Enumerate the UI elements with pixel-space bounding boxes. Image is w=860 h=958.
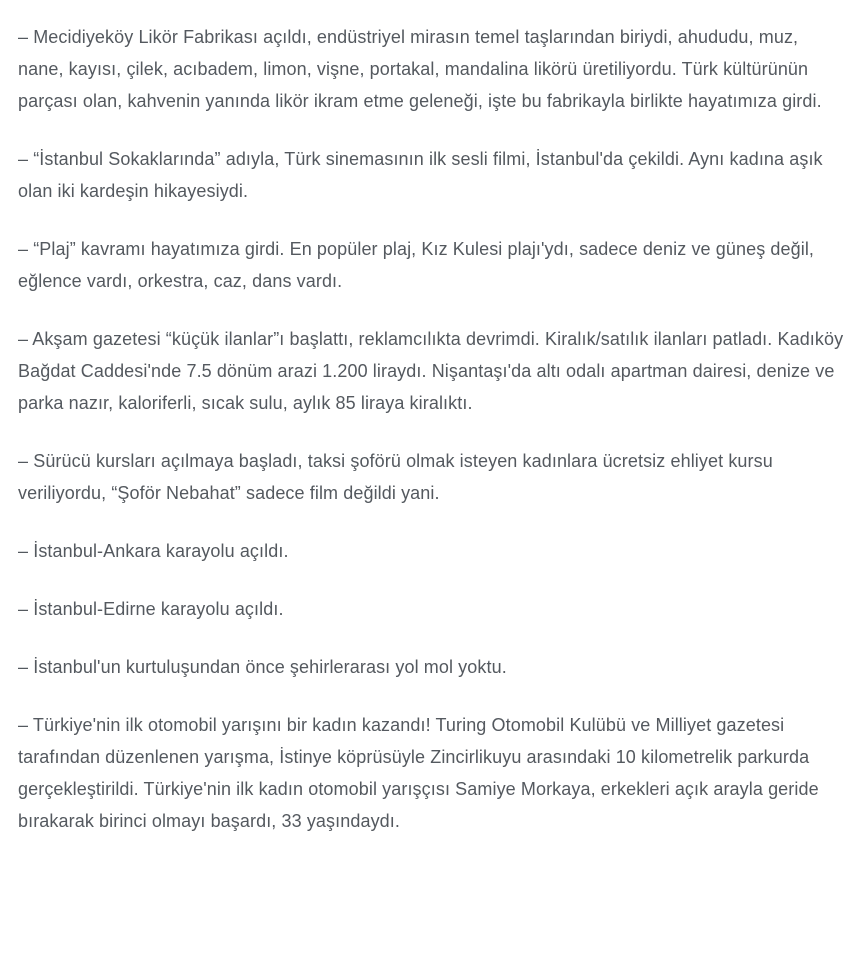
paragraph-otomobil-yarisi: – Türkiye'nin ilk otomobil yarışını bir kadın kazandı! Turing Otomobil Kulübü ve Milliyet gazetesi tarafından düzenlenen yarışma, İstinye köprüsüyle Zincirlikuyu arasındaki 10 kilometrelik parkurda gerçekleştirildi. Türkiye'nin ilk kadın otomobil yarışçısı Samiye Morkaya, erkekleri açık arayla geride bırakarak birinci olmayı başardı, 33 yaşındaydı. [18, 715, 819, 831]
paragraph-kucuk-ilanlar: – Akşam gazetesi “küçük ilanlar”ı başlattı, reklamcılıkta devrimdi. Kiralık/satılık ilanları patladı. Kadıköy Bağdat Caddesi'nde 7.5 dönüm arazi 1.200 liraydı. Nişantaşı'da altı odalı apartman dairesi, denize ve parka nazır, kaloriferli, sıcak sulu, aylık 85 liraya kiralıktı. [18, 329, 844, 413]
paragraph-istanbul-ankara-karayolu: – İstanbul-Ankara karayolu açıldı. [18, 541, 289, 561]
paragraph-plaj: – “Plaj” kavramı hayatımıza girdi. En popüler plaj, Kız Kulesi plajı'ydı, sadece deniz ve güneş değil, eğlence vardı, orkestra, caz, dans vardı. [18, 239, 815, 291]
paragraph-likor-fabrikasi: – Mecidiyeköy Likör Fabrikası açıldı, endüstriyel mirasın temel taşlarından biriydi, ahududu, muz, nane, kayısı, çilek, acıbadem, limon, vişne, portakal, mandalina likörü üretiliyordu. Türk kültürünün parçası olan, kahvenin yanında likör ikram etme geleneği, işte bu fabrikayla birlikte hayatımıza girdi. [18, 27, 822, 111]
paragraph-surucu-kurslari: – Sürücü kursları açılmaya başladı, taksi şoförü olmak isteyen kadınlara ücretsiz ehliyet kursu veriliyordu, “Şoför Nebahat” sadece film değildi yani. [18, 451, 773, 503]
paragraph-kurtulus-yol: – İstanbul'un kurtuluşundan önce şehirlerarası yol mol yoktu. [18, 657, 507, 677]
paragraph-istanbul-edirne-karayolu: – İstanbul-Edirne karayolu açıldı. [18, 599, 284, 619]
paragraph-istanbul-sokaklarinda: – “İstanbul Sokaklarında” adıyla, Türk sinemasının ilk sesli filmi, İstanbul'da çekildi. Aynı kadına aşık olan iki kardeşin hikayesiydi. [18, 149, 823, 201]
